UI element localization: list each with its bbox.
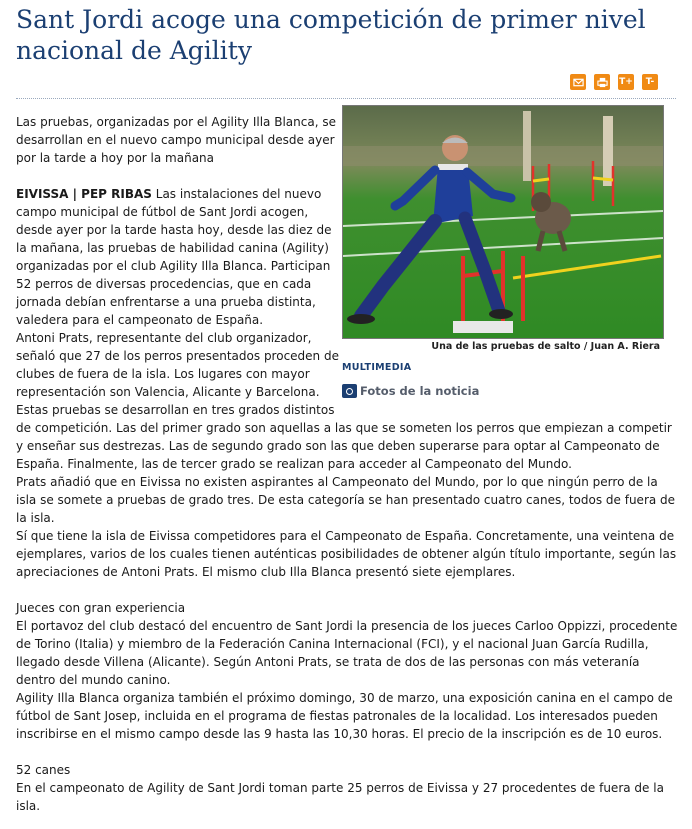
section-heading: 52 canes [16, 763, 71, 777]
article-paragraph: Estas pruebas se desarrollan en tres grados distintos de competición. Las del primer grado son aquellas a las que se someten los perros que empiezan a competir y enseñar sus destrezas. Las de segundo grado son las que deben superarse para optar al Campeonato de España. Finalmente, las de tercer grado se realizan para acceder al Campeonato del Mundo. [16, 403, 672, 471]
text-increase-icon: T+ [619, 77, 633, 87]
print-button[interactable] [594, 74, 610, 90]
multimedia-heading: MULTIMEDIA [342, 362, 412, 373]
article-byline: EIVISSA | PEP RIBAS [16, 187, 152, 201]
article-title: Sant Jordi acoge una competición de primer nivel nacional de Agility [16, 5, 646, 65]
article-paragraph: Sí que tiene la isla de Eivissa competidores para el Campeonato de España. Concretamente, una veintena de ejemplares, varios de los cuales tienen auténticas posibilidades de obtener algún título importante, según las apreciaciones de Antoni Prats. El mismo club Illa Blanca presentó siete ejemplares. [16, 529, 677, 579]
article-paragraph: Antoni Prats, representante del club organizador, señaló que 27 de los perros presentados proceden de clubes de fuera de la isla. Los lugares con mayor representación son Valencia, Alicante y Barcelona. [16, 331, 339, 399]
article-lead: Las pruebas, organizadas por el Agility Illa Blanca, se desarrollan en el nuevo campo municipal desde ayer por la tarde a hoy por la mañana [16, 115, 336, 165]
paragraph-text: Las instalaciones del nuevo campo municipal de fútbol de Sant Jordi acogen, desde ayer por la tarde hasta hoy, desde las diez de la mañana, las pruebas de habilidad canina (Agility) organizadas por el club Agility Illa Blanca. Participan 52 perros de diversas procedencias, que en cada jornada debían enfrentarse a una prueba distinta, valedera para el campeonato de España. [16, 187, 332, 327]
email-icon [573, 77, 584, 88]
article-paragraph: Prats añadió que en Eivissa no existen aspirantes al Campeonato del Mundo, por lo que ningún perro de la isla se somete a pruebas de grado tres. De esta categoría se han presentado cuatro canes, todos de fuera de la isla. [16, 475, 676, 525]
article-body [16, 113, 678, 815]
article-paragraph: En el campeonato de Agility de Sant Jordi toman parte 25 perros de Eivissa y 27 procedentes de fuera de la isla. [16, 781, 664, 813]
photos-link-label[interactable]: Fotos de la noticia [360, 384, 480, 398]
email-button[interactable] [570, 74, 586, 90]
article-paragraph: Agility Illa Blanca organiza también el próximo domingo, 30 de marzo, una exposición canina en el campo de fútbol de Sant Josep, incluida en el programa de fiestas patronales de la localidad. Los interesados pueden inscribirse en el mismo campo desde las 9 hasta las 10,30 horas. El precio de la inscripción es de 10 euros. [16, 691, 673, 741]
text-increase-button[interactable] [618, 74, 634, 90]
article-paragraph: El portavoz del club destacó del encuentro de Sant Jordi la presencia de los jueces Carloo Oppizzi, procedente de Torino (Italia) y miembro de la Federación Canina Internacional (FCI), y el nacional Juan García Rudilla, llegado desde Villena (Alicante). Según Antoni Prats, se trata de dos de las personas con más veteranía dentro del mundo canino. [16, 619, 678, 687]
section-heading: Jueces con gran experiencia [16, 601, 186, 615]
section-gap [16, 581, 678, 599]
article-tools [570, 74, 658, 90]
photo-float-spacer [342, 113, 678, 413]
print-icon [597, 77, 608, 88]
text-decrease-icon: T- [645, 77, 655, 87]
photo-caption: Una de las pruebas de salto / Juan A. Riera [431, 341, 660, 352]
title-divider [16, 98, 676, 99]
text-decrease-button[interactable] [642, 74, 658, 90]
section-gap [16, 743, 678, 761]
